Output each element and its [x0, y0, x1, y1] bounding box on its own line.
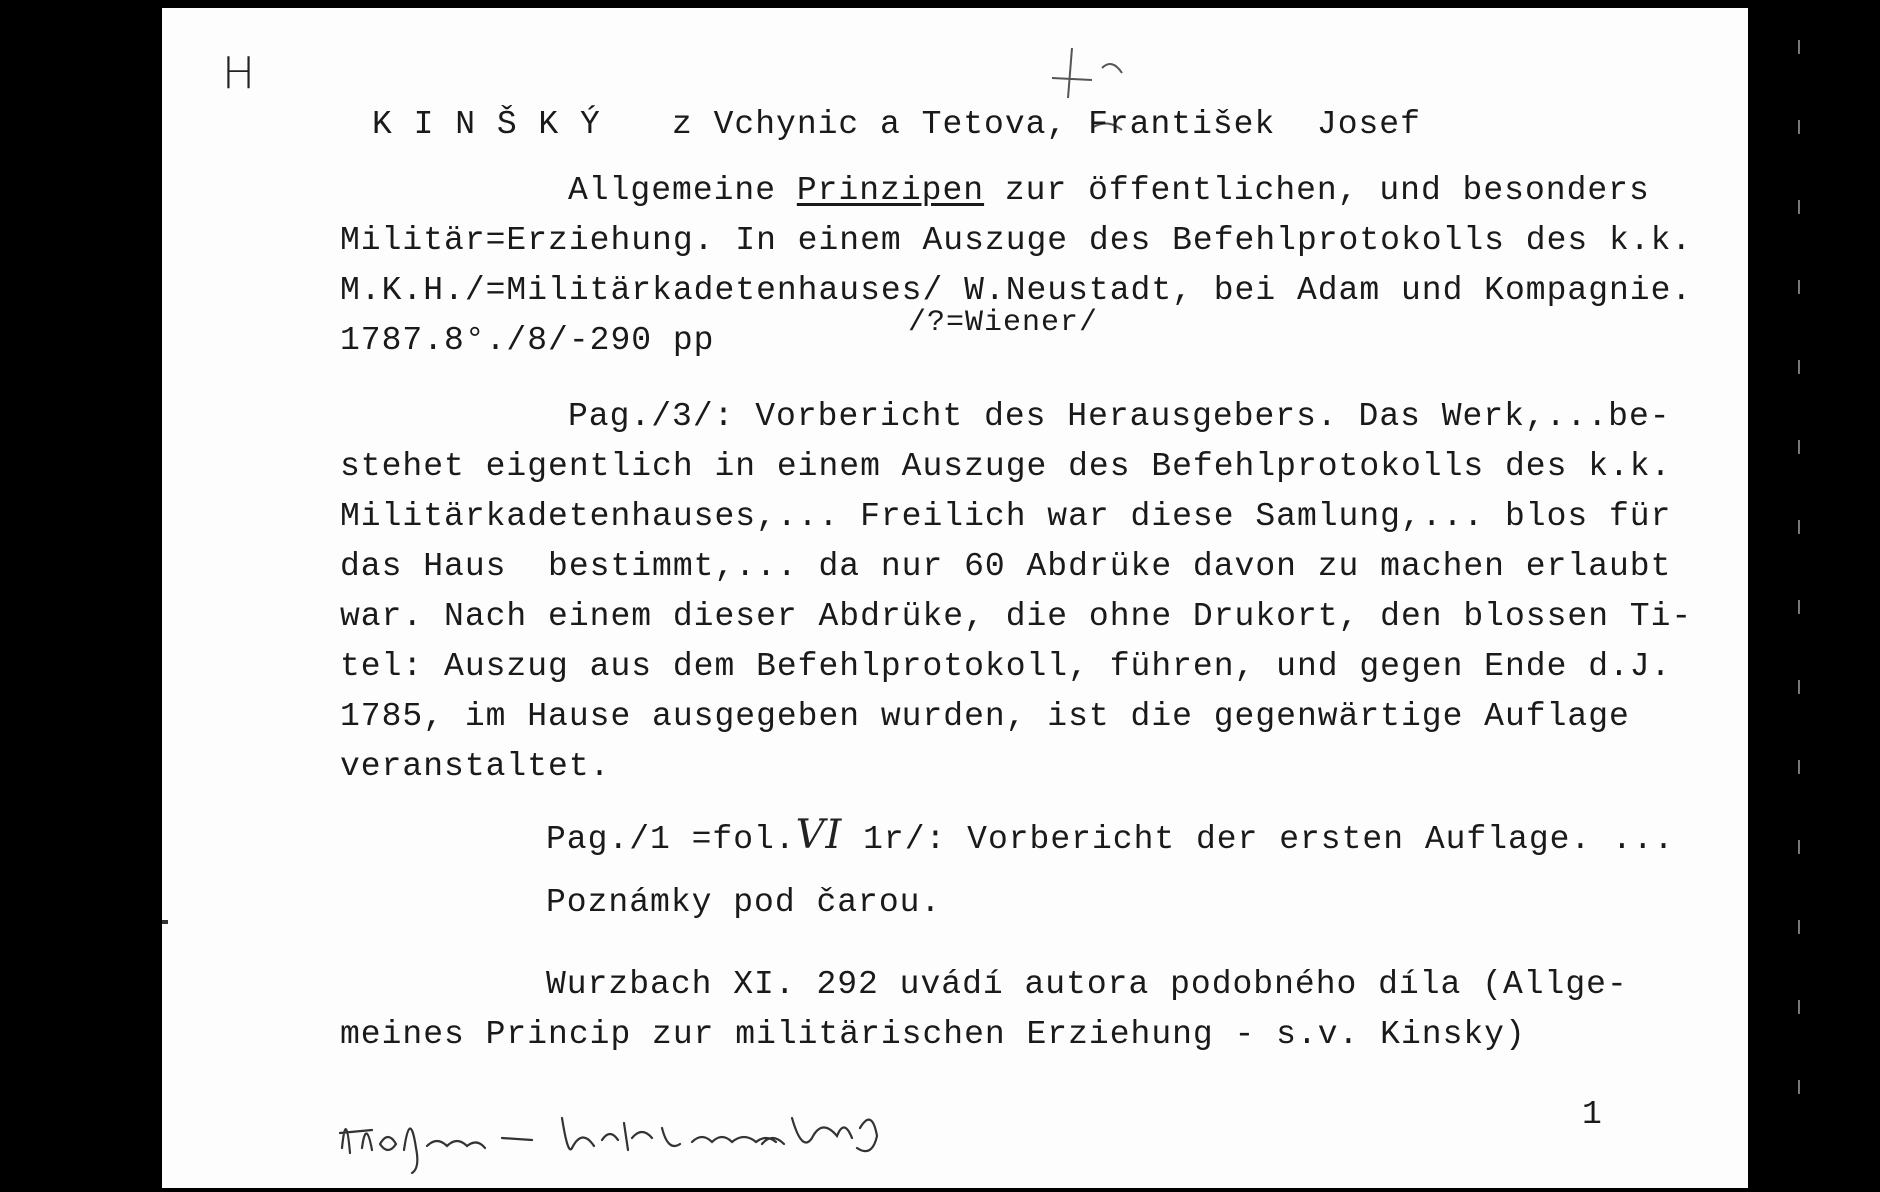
- handwritten-signature: [332, 1078, 972, 1178]
- text-line: tel: Auszug aus dem Befehlprotokoll, führen, und gegen Ende d.J.: [340, 648, 1672, 685]
- title-line-2: Militär=Erziehung. In einem Auszuge des Befehlprotokolls des k.k.: [340, 222, 1693, 259]
- text-line: veranstaltet.: [340, 748, 611, 785]
- text-line: war. Nach einem dieser Abdrüke, die ohne Drukort, den blossen Ti-: [340, 598, 1693, 635]
- title-line-3: M.K.H./=Militärkadetenhauses/ W.Neustadt, bei Adam und Kompagnie.: [340, 272, 1693, 309]
- folio-text-b: 1r/: Vorbericht der ersten Auflage. ...: [842, 821, 1675, 858]
- reference-line-1: Wurzbach XI. 292 uvádí autora podobného díla (Allge-: [546, 966, 1628, 1003]
- text-line: 1785, im Hause ausgegeben wurden, ist die gegenwärtige Auflage: [340, 698, 1630, 735]
- edge-mark: [162, 920, 168, 924]
- reference-line-2: meines Princip zur militärischen Erziehung - s.v. Kinsky): [340, 1016, 1526, 1053]
- heading-name: z Vchynic a Tetova, František Josef: [672, 106, 1421, 143]
- folio-line: [546, 812, 1675, 859]
- page-number: 1: [1582, 1096, 1603, 1133]
- text-line: stehet eigentlich in einem Auszuge des Befehlprotokolls des k.k.: [340, 448, 1672, 485]
- corner-mark: H: [222, 48, 256, 99]
- title-line-4: 1787.8°./8/-290 pp: [340, 322, 715, 359]
- footnote-line: Poznámky pod čarou.: [546, 884, 942, 921]
- heading-surname: K I N Š K Ý: [372, 106, 601, 143]
- title-underlined-word: Prinzipen: [796, 172, 985, 209]
- title-text-a: Allgemeine: [568, 172, 797, 209]
- title-line-1: [568, 172, 1650, 210]
- title-line-3-note: /?=Wiener/: [908, 306, 1099, 340]
- catalog-card: [162, 8, 1748, 1188]
- scan-edge: [1748, 0, 1880, 1192]
- folio-handwritten: VI: [795, 812, 843, 858]
- text-line: das Haus bestimmt,... da nur 60 Abdrüke davon zu machen erlaubt: [340, 548, 1672, 585]
- folio-text-a: Pag./1 =fol.: [546, 821, 796, 858]
- text-line: Militärkadetenhauses,... Freilich war diese Samlung,... blos für: [340, 498, 1672, 535]
- title-text-b: zur öffentlichen, und besonders: [984, 172, 1650, 209]
- text-line: Pag./3/: Vorbericht des Herausgebers. Das Werk,...be-: [568, 398, 1671, 435]
